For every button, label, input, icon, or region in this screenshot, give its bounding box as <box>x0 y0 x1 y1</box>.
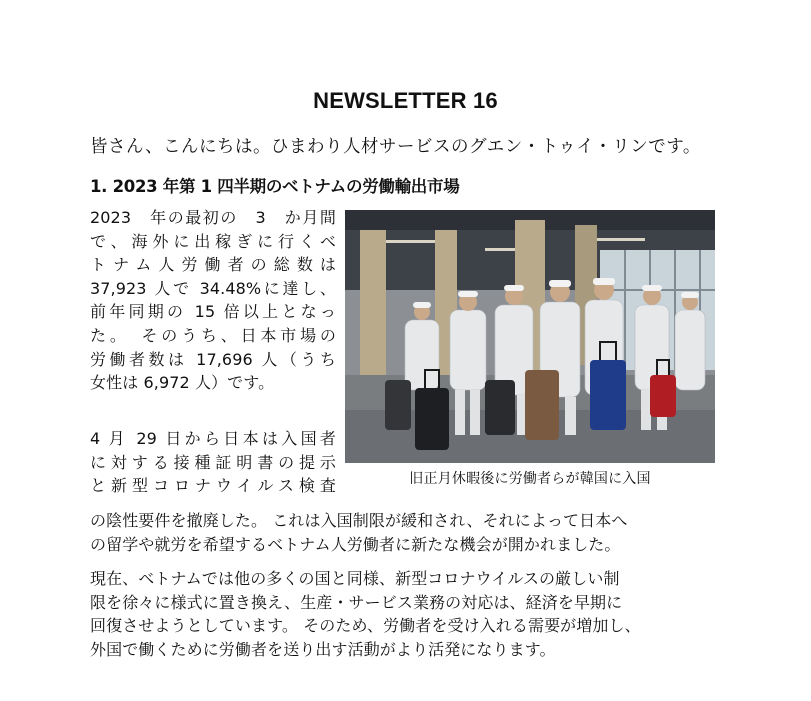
paragraph-line: 限を徐々に様式に置き換え、生産・サービス業務の対応は、経済を早期に <box>90 592 623 612</box>
paragraph-line: 4 月 29 日から日本は入国者 <box>90 429 336 448</box>
greeting-text: 皆さん、こんにちは。ひまわり人材サービスのグエン・トゥイ・リンです。 <box>90 137 701 157</box>
paragraph-line: で、海外に出稼ぎに行くベ <box>90 231 336 251</box>
paragraph-line: 前年同期の 15 倍以上となっ <box>90 302 336 322</box>
paragraph-policy-end <box>90 509 750 556</box>
paragraph-line: 労働者数は 17,696 人（うち <box>90 349 336 369</box>
paragraph-line: と新型コロナウイルス検査 <box>90 476 336 496</box>
paragraph-line: の陰性要件を撤廃した。 これは入国制限が緩和され、それによって日本へ <box>90 511 628 530</box>
photo-caption: 旧正月休暇後に労働者らが韓国に入国 <box>409 471 651 487</box>
paragraph-line: に対する接種証明書の提示 <box>90 452 336 472</box>
paragraph-line: 37,923 人で 34.48%に達し、 <box>90 278 336 298</box>
paragraph-policy-start <box>90 427 336 498</box>
workers-airport-photo <box>345 210 715 463</box>
newsletter-title: NEWSLETTER 16 <box>313 88 498 113</box>
paragraph-line: 女性は 6,972 人）です。 <box>90 373 275 393</box>
airport-photo-illustration <box>345 210 715 463</box>
paragraph-line: 2023 年の最初の 3 か月間 <box>90 208 336 227</box>
paragraph-line: 現在、ベトナムでは他の多くの国と同様、新型コロナウイルスの厳しい制 <box>90 569 620 588</box>
paragraph-line: トナム人労働者の総数は <box>90 255 336 275</box>
paragraph-outlook <box>90 567 750 661</box>
section-heading: 1. 2023 年第 1 四半期のベトナムの労働輸出市場 <box>90 177 460 196</box>
paragraph-line: の留学や就労を希望するベトナム人労働者に新たな機会が開かれました。 <box>90 534 621 554</box>
paragraph-line: 回復させようとしています。 そのため、労働者を受け入れる需要が増加し、 <box>90 616 641 636</box>
paragraph-line: 外国で働くために労働者を送り出す活動がより活発になります。 <box>90 639 556 659</box>
paragraph-intro <box>90 206 336 395</box>
paragraph-line: た。 そのうち、日本市場の <box>90 325 336 345</box>
